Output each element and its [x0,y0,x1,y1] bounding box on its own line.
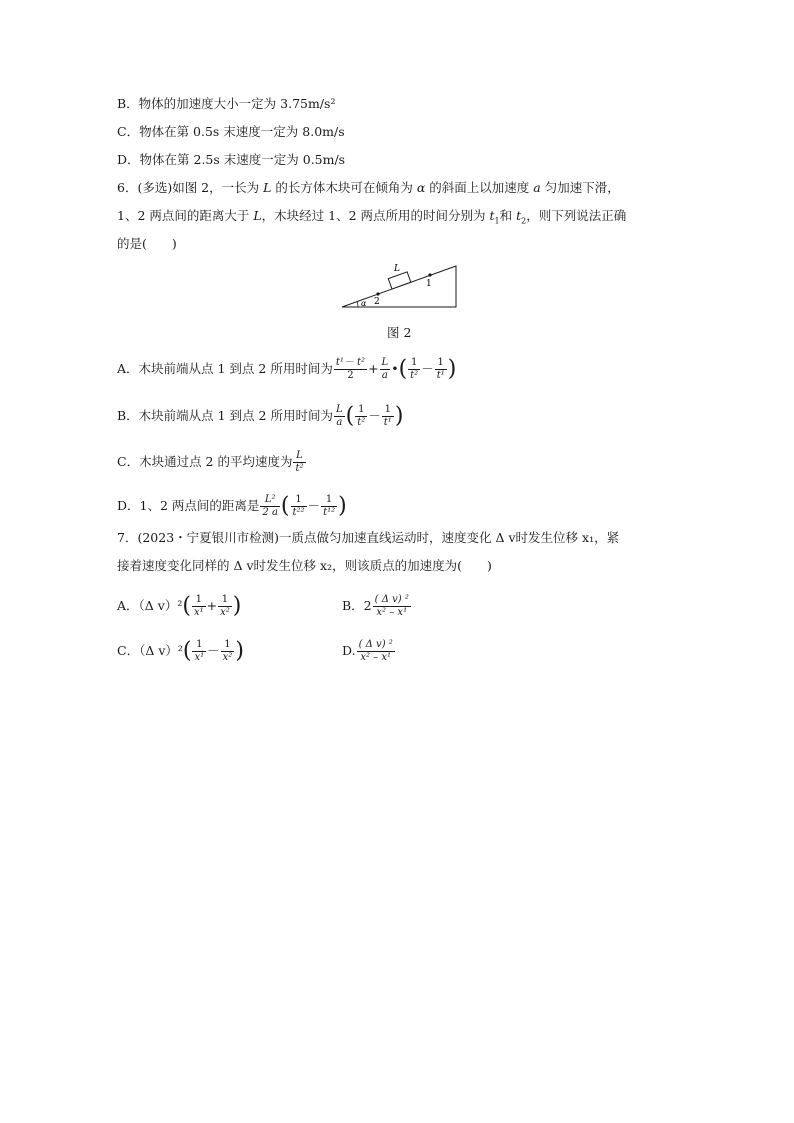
numerator: 1 [435,357,447,370]
denominator: t¹ [436,370,445,381]
point-2-dot [376,292,379,295]
denominator: t¹² [323,507,336,518]
operator: － [307,498,321,513]
numerator: 1 [192,594,206,607]
sub-1: 1 [494,216,500,226]
option-text: D. [342,643,356,658]
fraction [293,450,305,475]
wood-block [388,272,411,289]
q6-text: 1、2 两点间的距离大于 [117,208,254,223]
paren-open: ( [182,593,191,619]
numerator: 1 [382,404,394,417]
denominator: x² – x¹ [360,652,391,663]
paren-open: ( [345,403,355,429]
numerator: t¹－ t² [335,357,366,368]
q6-text: ，木块经过 1、2 两点所用的时间分别为 [261,208,490,223]
numerator: 1 [355,404,367,417]
numerator: 1 [408,357,420,370]
q6-option-a [117,357,456,382]
denominator: t¹ [383,417,392,428]
numerator: L [336,404,343,415]
numerator: 1 [218,594,232,607]
var-L: L [263,180,272,195]
q6-line1 [117,180,620,196]
fraction [380,357,391,382]
numerator: L [293,450,305,463]
option-c-line: C．物体在第 0.5s 末速度一定为 8.0m/s [117,124,345,139]
fraction [334,404,345,429]
q6-line2 [117,208,626,230]
sub-2: 2 [521,216,527,226]
label-L: L [394,264,400,274]
paren-close: ) [394,403,404,429]
denominator: a [381,370,388,381]
fraction [355,404,367,429]
fraction [408,357,420,382]
numerator: L [381,357,389,368]
paren-close: ) [447,356,457,382]
option-b-line: B．物体的加速度大小一定为 3.75m/s² [117,96,336,111]
var-alpha: α [416,180,426,195]
operator: + [206,598,218,613]
q6-option-c [117,450,307,475]
fraction [334,357,367,382]
option-text: A．木块前端从点 1 到点 2 所用时间为 [117,361,333,376]
fraction [221,639,235,664]
numerator: L² [260,494,280,507]
q7-option-d [342,639,396,664]
q6-text: 匀加速下滑， [540,180,620,195]
option-text: C．（Δ v）² [117,643,183,658]
denominator: t² [357,417,366,428]
option-d-line: D．物体在第 2.5s 末速度一定为 0.5m/s [117,152,346,167]
fraction [373,594,411,619]
q6-line3: 的是( ) [117,236,177,251]
fraction [321,494,337,519]
q6-text: ，则下列说法正确 [526,208,627,223]
q6-text: 的斜面上以加速度 [425,180,534,195]
denominator: x¹ [193,607,204,618]
paren-open: ( [280,493,290,519]
denominator: x² – x¹ [376,607,408,618]
paren-close: ) [232,593,242,619]
q6-text: 的长方体木块可在倾角为 [271,180,417,195]
denominator: t² [295,463,304,474]
numerator: 1 [321,494,337,507]
option-text: A．（Δ v）² [117,598,183,613]
operator: － [368,408,381,423]
option-text: D．1、2 两点间的距离是 [117,498,260,513]
paren-open: ( [182,638,192,664]
option-text: B．2 [342,598,372,613]
operator: + [368,361,379,376]
var-a: a [533,180,541,195]
option-text: C．木块通过点 2 的平均速度为 [117,454,293,469]
var-L: L [253,208,262,223]
paren-close: ) [338,493,347,519]
fraction [357,639,395,664]
denominator: 2 [347,370,354,381]
denominator: a [336,417,343,428]
numerator: ( Δ v) ² [374,594,409,605]
fraction [192,594,206,619]
denominator: 2 a [262,507,278,518]
q6-text: 和 [499,208,517,223]
operator: － [421,361,434,376]
point-1-dot [428,273,431,276]
numerator: 1 [192,639,206,652]
fraction [291,494,307,519]
fraction [218,594,232,619]
q7-option-a [117,594,241,619]
denominator: t²² [292,507,305,518]
numerator: 1 [291,494,307,507]
fraction [435,357,447,382]
fraction [260,494,280,519]
denominator: x² [222,652,233,663]
numerator: ( Δ v) ² [358,639,393,650]
operator: • [391,361,399,376]
denominator: x² [220,607,230,618]
label-2: 2 [374,297,380,307]
q6-option-d [117,494,347,519]
label-1: 1 [426,279,432,289]
var-t2: t [516,208,522,223]
angle-arc [357,302,358,308]
var-t1: t [489,208,495,223]
option-text: B．木块前端从点 1 到点 2 所用时间为 [117,408,333,423]
q7-option-b [342,594,412,619]
paren-open: ( [398,356,408,382]
figure-caption: 图 2 [387,325,412,340]
label-alpha: α [361,299,367,308]
q6-text: 6．(多选)如图 2，一长为 [117,180,264,195]
fraction [382,404,394,429]
denominator: t² [410,370,419,381]
denominator: x¹ [194,652,205,663]
q7-line1: 7．(2023・宁夏银川市检测)一质点做匀加速直线运动时，速度变化 Δ v时发生位移 x₁，紧 [117,530,620,545]
numerator: 1 [221,639,235,652]
operator: － [207,643,220,658]
incline-figure [340,262,460,312]
q7-line2: 接着速度变化同样的 Δ v时发生位移 x₂，则该质点的加速度为( ) [117,558,492,573]
q7-option-c [117,639,244,664]
q6-option-b [117,404,403,429]
paren-close: ) [235,638,244,664]
fraction [192,639,206,664]
